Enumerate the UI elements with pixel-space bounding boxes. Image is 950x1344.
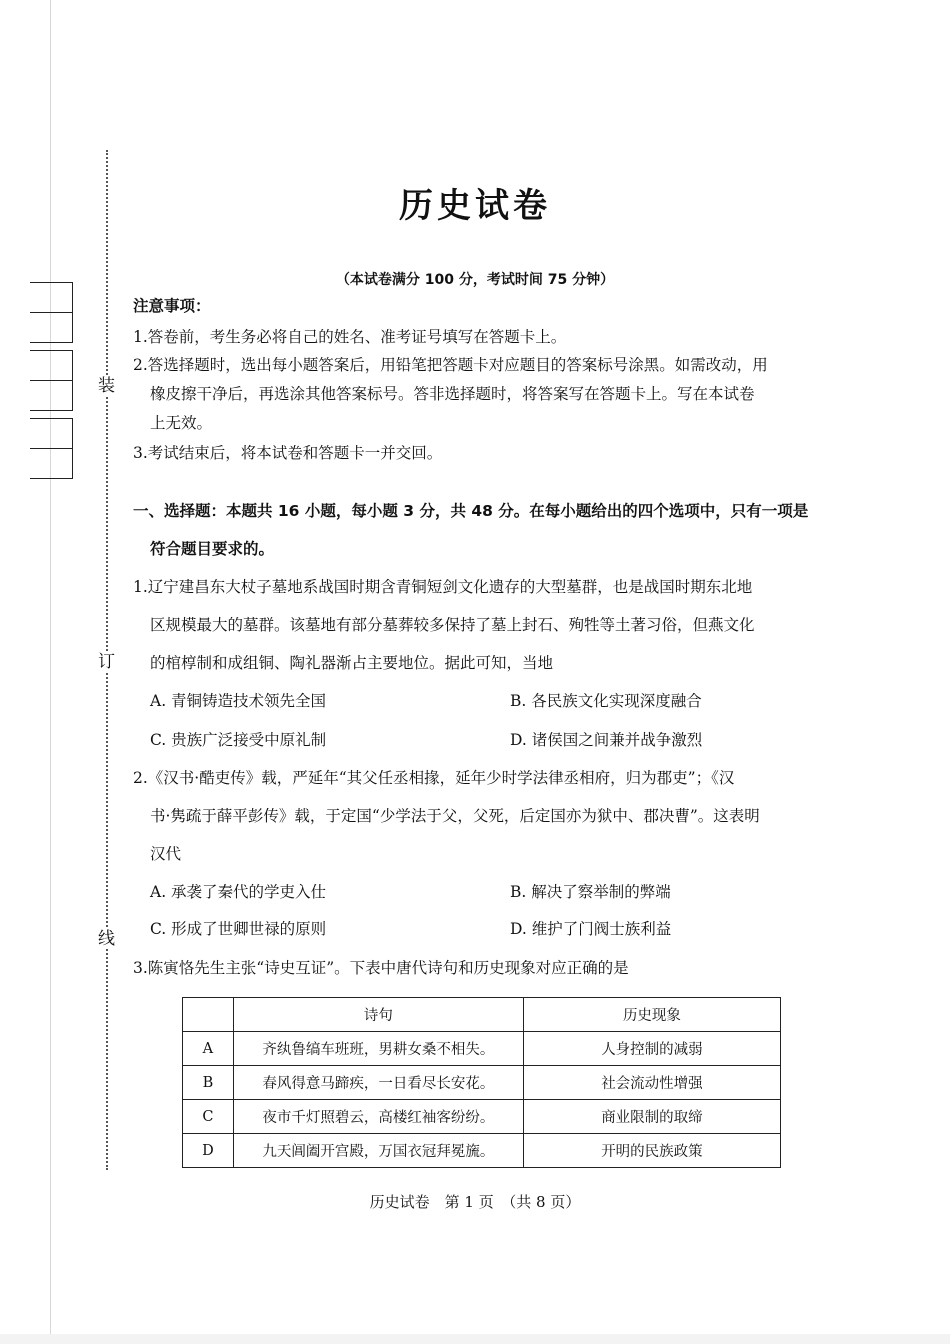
student-info-box-2 bbox=[30, 350, 73, 411]
table-row bbox=[183, 1066, 781, 1100]
binding-char-xian: 线 bbox=[98, 929, 115, 949]
q1-option-b: B. 各民族文化实现深度融合 bbox=[510, 692, 702, 710]
poem-history-table bbox=[182, 997, 781, 1168]
student-info-box-3 bbox=[30, 418, 73, 479]
notice-line-2b: 橡皮擦干净后，再选涂其他答案标号。答非选择题时，将答案写在答题卡上。写在本试卷 bbox=[150, 385, 755, 403]
section-heading-line-2: 符合题目要求的。 bbox=[150, 540, 275, 558]
q2-option-c: C. 形成了世卿世禄的原则 bbox=[150, 920, 327, 938]
info-cell bbox=[30, 313, 72, 342]
table-header-row bbox=[183, 998, 781, 1032]
info-cell bbox=[30, 351, 72, 381]
row-poem: 齐纨鲁缟车班班，男耕女桑不相失。 bbox=[233, 1032, 523, 1066]
notice-line-2c: 上无效。 bbox=[150, 414, 213, 432]
notice-line-1: 1.答卷前，考生务必将自己的姓名、准考证号填写在答题卡上。 bbox=[133, 328, 567, 346]
row-key: C bbox=[183, 1100, 234, 1134]
binding-char-zhuang: 装 bbox=[98, 376, 115, 396]
scan-bottom-band bbox=[0, 1334, 950, 1344]
q2-option-b: B. 解决了察举制的弊端 bbox=[510, 883, 671, 901]
q1-option-a: A. 青铜铸造技术领先全国 bbox=[150, 692, 327, 710]
section-heading-line-1: 一、选择题：本题共 16 小题，每小题 3 分，共 48 分。在每小题给出的四个选项中，只有一项是 bbox=[133, 502, 809, 520]
table-row bbox=[183, 1134, 781, 1168]
binding-char-ding: 订 bbox=[98, 652, 115, 672]
notice-heading: 注意事项： bbox=[133, 297, 211, 315]
q2-stem-line-1: 2.《汉书·酷吏传》载，严延年“其父任丞相掾，延年少时学法律丞相府，归为郡吏”；《汉 bbox=[133, 769, 735, 787]
q1-option-c: C. 贵族广泛接受中原礼制 bbox=[150, 731, 327, 749]
row-poem: 春风得意马蹄疾，一日看尽长安花。 bbox=[233, 1066, 523, 1100]
row-phenomenon: 商业限制的取缔 bbox=[523, 1100, 780, 1134]
notice-line-3: 3.考试结束后，将本试卷和答题卡一并交回。 bbox=[133, 444, 443, 462]
q1-stem-line-3: 的棺椁制和成组铜、陶礼器渐占主要地位。据此可知，当地 bbox=[150, 654, 554, 672]
q1-stem-line-2: 区规模最大的墓群。该墓地有部分墓葬较多保持了墓上封石、殉牲等土著习俗，但燕文化 bbox=[150, 616, 755, 634]
notice-line-2a: 2.答选择题时，选出每小题答案后，用铅笔把答题卡对应题目的答案标号涂黑。如需改动，用 bbox=[133, 356, 768, 374]
q3-stem: 3.陈寅恪先生主张“诗史互证”。下表中唐代诗句和历史现象对应正确的是 bbox=[133, 959, 629, 977]
exam-subtitle: （本试卷满分 100 分，考试时间 75 分钟） bbox=[335, 272, 615, 288]
q2-option-a: A. 承袭了秦代的学吏入仕 bbox=[150, 883, 327, 901]
table-header-phenomenon: 历史现象 bbox=[523, 998, 780, 1032]
info-cell bbox=[30, 419, 72, 449]
row-key: A bbox=[183, 1032, 234, 1066]
table-row bbox=[183, 1032, 781, 1066]
table-header-poem: 诗句 bbox=[233, 998, 523, 1032]
q2-option-d: D. 维护了门阀士族利益 bbox=[510, 920, 672, 938]
row-poem: 夜市千灯照碧云，高楼红袖客纷纷。 bbox=[233, 1100, 523, 1134]
row-key: D bbox=[183, 1134, 234, 1168]
info-cell bbox=[30, 381, 72, 410]
student-info-box-1 bbox=[30, 282, 73, 343]
row-phenomenon: 开明的民族政策 bbox=[523, 1134, 780, 1168]
row-phenomenon: 人身控制的减弱 bbox=[523, 1032, 780, 1066]
row-poem: 九天阊阖开宫殿，万国衣冠拜冕旒。 bbox=[233, 1134, 523, 1168]
q2-stem-line-3: 汉代 bbox=[150, 845, 182, 863]
row-key: B bbox=[183, 1066, 234, 1100]
page-title: 历史试卷 bbox=[399, 186, 551, 226]
q1-option-d: D. 诸侯国之间兼并战争激烈 bbox=[510, 731, 703, 749]
row-phenomenon: 社会流动性增强 bbox=[523, 1066, 780, 1100]
q1-stem-line-1: 1.辽宁建昌东大杖子墓地系战国时期含青铜短剑文化遗存的大型墓群，也是战国时期东北地 bbox=[133, 578, 753, 596]
table-row bbox=[183, 1100, 781, 1134]
page-footer: 历史试卷 第 1 页 （共 8 页） bbox=[369, 1193, 581, 1211]
info-cell bbox=[30, 449, 72, 478]
table-header-key bbox=[183, 998, 234, 1032]
q2-stem-line-2: 书·隽疏于薛平彭传》载，于定国“少学法于父，父死，后定国亦为狱中、郡决曹”。这表明 bbox=[150, 807, 760, 825]
